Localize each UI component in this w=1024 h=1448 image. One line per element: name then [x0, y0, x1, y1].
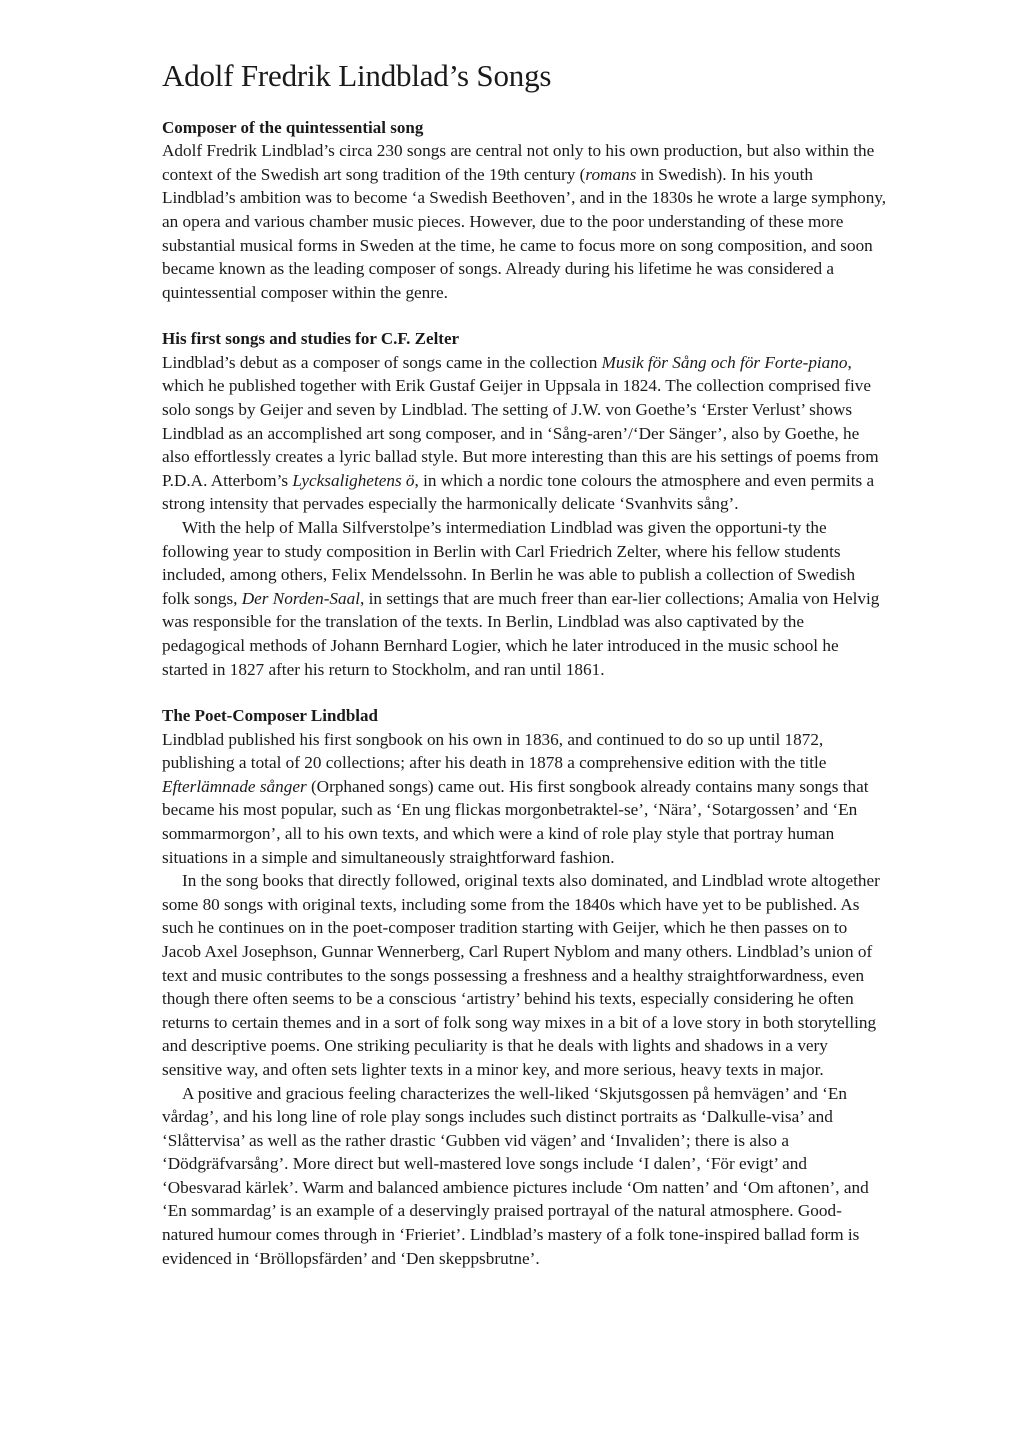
paragraph: Lindblad published his first songbook on his own in 1836, and continued to do so up until 1872, publishing a total of 20 collections; after his death in 1878 a comprehensive edition with the title Efterlämnade sånger (Orphaned songs) came out. His first songbook already contains many songs that became his most popular, such as ‘En ung flickas morgonbetraktel-se’, ‘Nära’, ‘Sotargossen’ and ‘En sommarmorgon’, all to his own texts, and which were a kind of role play style that portray human situations in a simple and simultaneously straightforward fashion. — [162, 729, 869, 867]
paragraph: A positive and gracious feeling characterizes the well-liked ‘Skjutsgossen på hemvägen’ and ‘En vårdag’, and his long line of role play songs includes such distinct portraits as ‘Dalkulle-visa’ and ‘Slåttervisa’ as well as the rather drastic ‘Gubben vid vägen’ and ‘Invaliden’; there is also a ‘Dödgräfvarsång’. More direct but well-mastered love songs include ‘I dalen’, ‘För evigt’ and ‘Obesvarad kärlek’. Warm and balanced ambience pictures include ‘Om natten’ and ‘Om aftonen’, and ‘En sommardag’ is an example of a deservingly praised portrayal of the natural atmosphere. Good-natured humour comes through in ‘Frieriet’. Lindblad’s mastery of a folk tone-inspired ballad form is evidenced in ‘Bröllopsfärden’ and ‘Den skeppsbrutne’. — [162, 1083, 869, 1268]
document-page — [162, 58, 887, 1293]
paragraph: Adolf Fredrik Lindblad’s circa 230 songs are central not only to his own production, but also within the context of the Swedish art song tradition of the 19th century (romans in Swedish). In his youth Lindblad’s ambition was to become ‘a Swedish Beethoven’, and in the 1830s he wrote a large symphony, an opera and various chamber music pieces. However, due to the poor understanding of these more substantial musical forms in Sweden at the time, he came to focus more on song composition, and soon became known as the leading composer of songs. Already during his lifetime he was considered a quintessential composer within the genre. — [162, 141, 887, 302]
section-poet-composer — [162, 704, 887, 1270]
page-title: Adolf Fredrik Lindblad’s Songs — [162, 58, 552, 93]
section-heading: His first songs and studies for C.F. Zelter — [162, 329, 460, 349]
paragraph: In the song books that directly followed, original texts also dominated, and Lindblad wrote altogether some 80 songs with original texts, including some from the 1840s which have yet to be published. As such he continues on in the poet-composer tradition starting with Geijer, which he then passes on to Jacob Axel Josephson, Gunnar Wennerberg, Carl Rupert Nyblom and many others. Lindblad’s union of text and music contributes to the songs possessing a freshness and a healthy straightforwardness, even though there often seems to be a conscious ‘artistry’ behind his texts, especially considering he often returns to certain themes and in a sort of folk song way mixes in a bit of a love story in both storytelling and descriptive poems. One striking peculiarity is that he deals with lights and shadows in a very sensitive way, and often sets lighter texts in a minor key, and more serious, heavy texts in major. — [162, 871, 880, 1079]
section-first-songs — [162, 327, 887, 681]
section-composer — [162, 116, 887, 305]
section-heading: Composer of the quintessential song — [162, 117, 424, 137]
paragraph: Lindblad’s debut as a composer of songs came in the collection Musik för Sång och för Forte-piano, which he published together with Erik Gustaf Geijer in Uppsala in 1824. The collection comprised five solo songs by Geijer and seven by Lindblad. The setting of J.W. von Goethe’s ‘Erster Verlust’ shows Lindblad as an accomplished art song composer, and in ‘Sång-aren’/‘Der Sänger’, also by Goethe, he also effortlessly creates a lyric ballad style. But more interesting than this are his settings of poems from P.D.A. Atterbom’s Lycksalighetens ö, in which a nordic tone colours the atmosphere and even permits a strong intensity that pervades especially the harmonically delicate ‘Svanhvits sång’. — [162, 352, 879, 514]
section-heading: The Poet-Composer Lindblad — [162, 706, 378, 726]
paragraph: With the help of Malla Silfverstolpe’s intermediation Lindblad was given the opportuni-ty the following year to study composition in Berlin with Carl Friedrich Zelter, where his fellow students included, among others, Felix Mendelssohn. In Berlin he was able to publish a collection of Swedish folk songs, Der Norden-Saal, in settings that are much freer than ear-lier collections; Amalia von Helvig was responsible for the translation of the texts. In Berlin, Lindblad was also captivated by the pedagogical methods of Johann Bernhard Logier, which he later introduced in the music school he started in 1827 after his return to Stockholm, and ran until 1861. — [162, 517, 880, 679]
